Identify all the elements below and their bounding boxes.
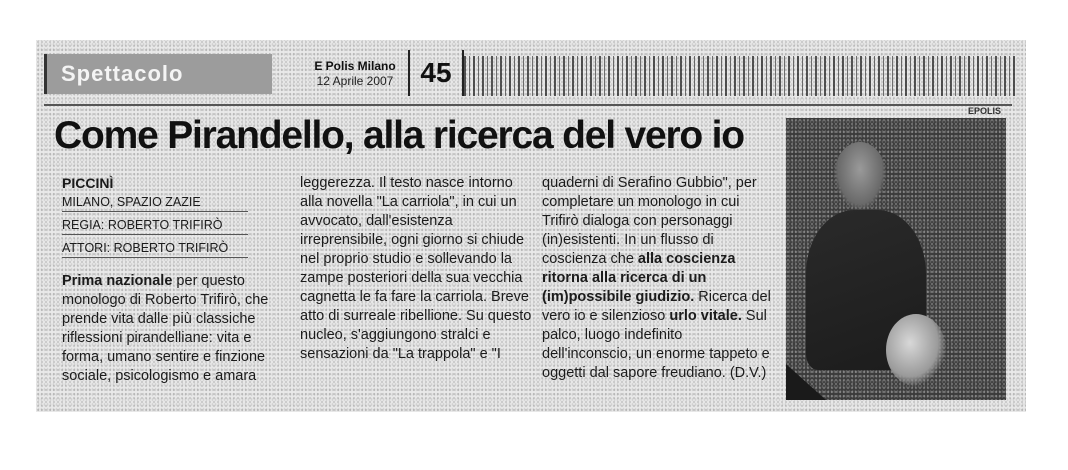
credits-list: [62, 193, 290, 258]
credit-actors: ATTORI: ROBERTO TRIFIRÒ: [62, 239, 248, 258]
newspaper-clipping: [36, 40, 1026, 412]
section-label: Spettacolo: [61, 61, 184, 86]
photo-credit: EPOLIS: [968, 106, 1002, 116]
photo-object: [886, 314, 946, 386]
decorative-bars: [464, 56, 1016, 96]
column-3-bold-1: alla coscienza ritorna alla ricerca di un (im)possibile giudizio.: [542, 251, 736, 305]
section-banner: [44, 54, 272, 94]
column-3-part-3: Sul palco, luogo indefinito dell'inconscio, un enorme tappeto e oggetti dal sapore freudiano. (D.V.): [542, 308, 770, 381]
page-number: 45: [408, 50, 464, 96]
photo-corner-shape: [786, 364, 826, 400]
article-column-3: [542, 174, 774, 383]
column-3-bold-2: urlo vitale.: [669, 308, 742, 324]
performance-photo: [786, 118, 1006, 400]
masthead: [300, 56, 410, 94]
article-headline: Come Pirandello, alla ricerca del vero io: [54, 114, 744, 157]
article-column-1: [62, 174, 290, 386]
credit-director: REGIA: ROBERTO TRIFIRÒ: [62, 216, 248, 235]
column-1-body: per questo monologo di Roberto Trifirò, che prende vita dalle più classiche riflessioni pirandelliane: vita e forma, umano sentire e finzione sociale, psicologismo e amara: [62, 273, 269, 384]
article-column-2: [300, 174, 532, 364]
paper-name: E Polis Milano: [314, 59, 396, 73]
column-3-part-2: Ricerca del vero io e silenzioso: [542, 289, 771, 324]
column-2-text: leggerezza. Il testo nasce intorno alla novella "La carriola", in cui un avvocato, dall'esistenza irreprensibile, ogni giorno si chiude nel proprio studio e sollevando la zampe posteriori della sua vecchia cagnetta le fa fare la carriola. Breve atto di surreale ribellione. Su questo nucleo, s'aggiungono stralci e sensazioni da "La trappola" e "I: [300, 175, 532, 362]
page-header: [44, 48, 1012, 100]
issue-date: 12 Aprile 2007: [316, 74, 394, 88]
lead-bold: Prima nazionale: [62, 273, 173, 289]
credit-venue: MILANO, SPAZIO ZAZIE: [62, 193, 248, 212]
column-1-text: [62, 272, 290, 386]
show-title: PICCINÌ: [62, 175, 114, 191]
column-3-part-1: quaderni di Serafino Gubbio", per completare un monologo in cui Trifirò dialoga con personaggi (in)esistenti. In un flusso di coscienza che: [542, 175, 757, 267]
photo-figure-head: [834, 142, 886, 210]
header-rule: [44, 104, 1012, 106]
column-3-text: [542, 174, 774, 383]
